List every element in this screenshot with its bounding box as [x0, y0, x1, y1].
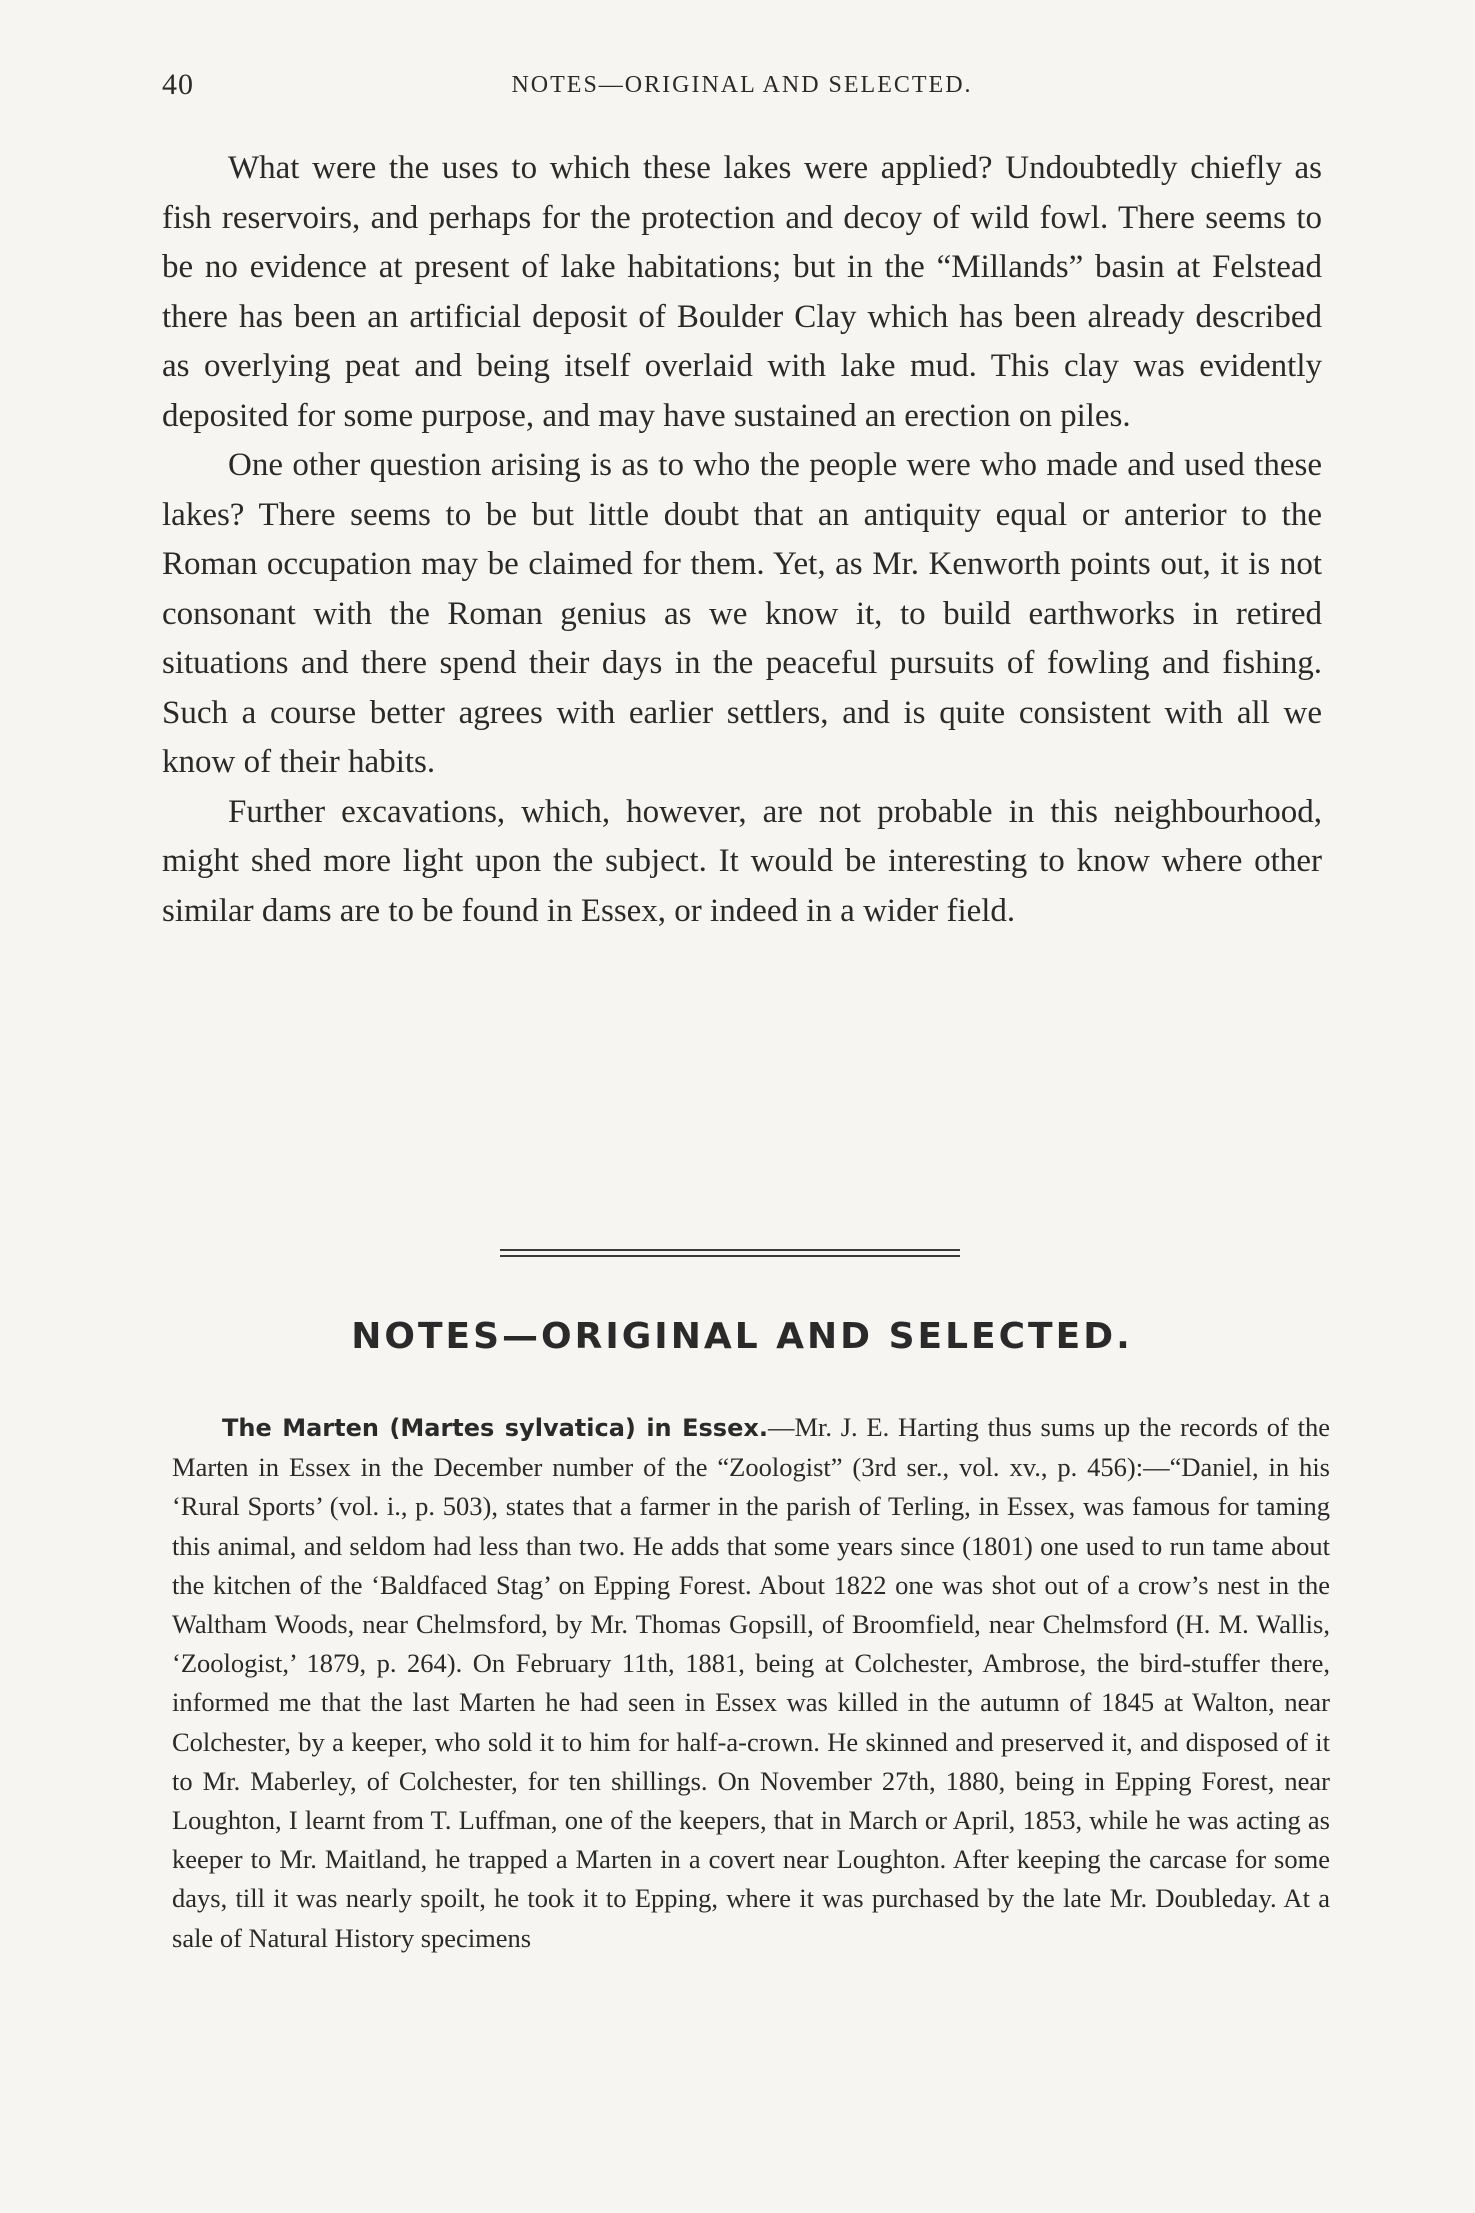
note-entry: [172, 1408, 1330, 1958]
paragraph: One other question arising is as to who the people were who made and used these lakes? There seems to be but little doubt that an antiquity equal or anterior to the Roman occupation may be claimed for them. Yet, as Mr. Kenworth points out, it is not consonant with the Roman genius as we know it, to build earthworks in retired situations and there spend their days in the peaceful pursuits of fowling and fishing. Such a course better agrees with earlier settlers, and is quite consistent with all we know of their habits.: [162, 447, 1322, 780]
divider-rule: [500, 1255, 960, 1257]
page-number: 40: [162, 68, 194, 101]
paragraph: Further excavations, which, however, are not probable in this neighbourhood, might shed more light upon the subject. It would be interesting to know where other similar dams are to be found in Essex, or indeed in a wider field.: [162, 793, 1322, 929]
running-title: NOTES—ORIGINAL AND SELECTED.: [511, 72, 973, 98]
note-title: The Marten (Martes sylvatica) in Essex.: [222, 1414, 768, 1442]
section-heading: NOTES—ORIGINAL AND SELECTED.: [351, 1316, 1133, 1357]
paragraph: What were the uses to which these lakes were applied? Undoubtedly chiefly as fish reservoirs, and perhaps for the protection and decoy of wild fowl. There seems to be no evidence at present of lake habitations; but in the “Millands” basin at Felstead there has been an artificial deposit of Boulder Clay which has been already described as overlying peat and being itself overlaid with lake mud. This clay was evidently deposited for some purpose, and may have sustained an erection on piles.: [162, 150, 1322, 434]
running-head: [162, 68, 1322, 108]
note-paragraph: [172, 1408, 1330, 1958]
divider-rule: [500, 1249, 960, 1251]
note-body: —Mr. J. E. Harting thus sums up the records of the Marten in Essex in the December number of the “Zoologist” (3rd ser., vol. xv., p. 456):—“Daniel, in his ‘Rural Sports’ (vol. i., p. 503), states that a farmer in the parish of Terling, in Essex, was famous for taming this animal, and seldom had less than two. He adds that some years since (1801) one used to run tame about the kitchen of the ‘Baldfaced Stag’ on Epping Forest. About 1822 one was shot out of a crow’s nest in the Waltham Woods, near Chelmsford, by Mr. Thomas Gopsill, of Broomfield, near Chelmsford (H. M. Wallis, ‘Zoologist,’ 1879, p. 264). On February 11th, 1881, being at Colchester, Ambrose, the bird-stuffer there, informed me that the last Marten he had seen in Essex was killed in the autumn of 1845 at Walton, near Colchester, by a keeper, who sold it to him for half-a-crown. He skinned and preserved it, and disposed of it to Mr. Maberley, of Colchester, for ten shillings. On November 27th, 1880, being in Epping Forest, near Loughton, I learnt from T. Luffman, one of the keepers, that in March or April, 1853, while he was acting as keeper to Mr. Maitland, he trapped a Marten in a covert near Loughton. After keeping the carcase for some days, till it was nearly spoilt, he took it to Epping, where it was purchased by the late Mr. Doubleday. At a sale of Natural History specimens: [172, 1412, 1330, 1953]
body-text: [162, 144, 1322, 936]
section-divider: [500, 1249, 960, 1261]
